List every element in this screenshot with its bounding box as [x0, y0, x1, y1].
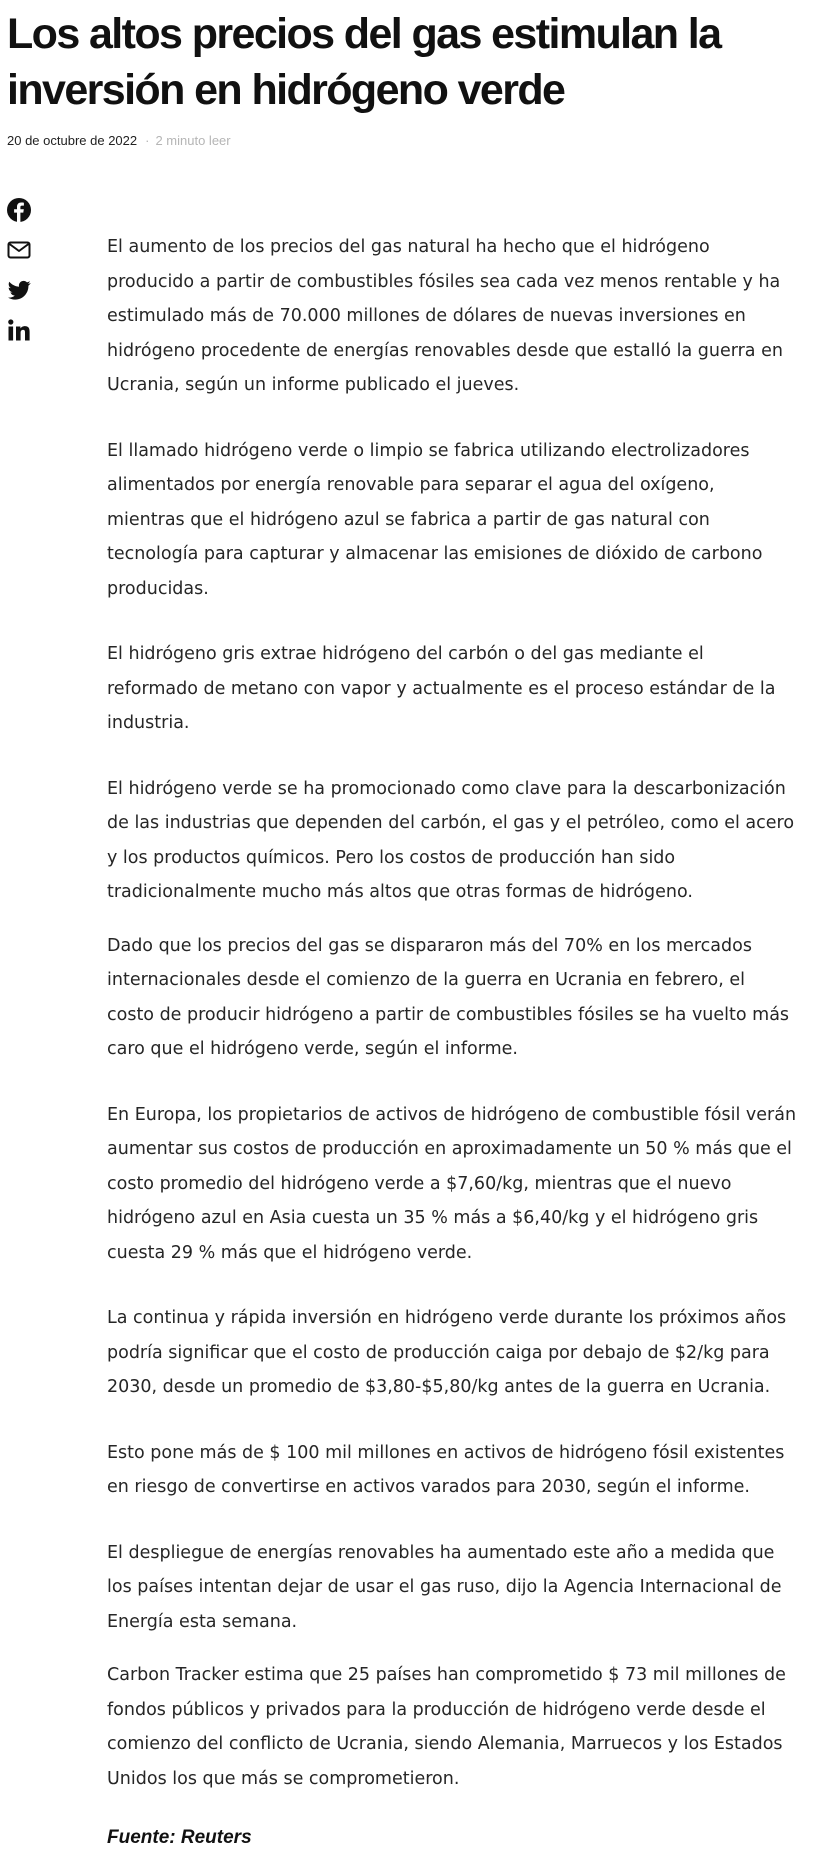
- publish-date: 20 de octubre de 2022: [7, 133, 138, 148]
- article-paragraph: El aumento de los precios del gas natural ha hecho que el hidrógeno producido a partir de combustibles fósiles sea cada vez menos rentable y ha estimulado más de 70.000 millones de dólares de nuevas inversiones en hidrógeno procedente de energías renovables desde que estalló la guerra en Ucrania, según un informe publicado el jueves.: [107, 237, 783, 395]
- article-paragraph: La continua y rápida inversión en hidrógeno verde durante los próximos años podría significar que el costo de producción caiga por debajo de $2/kg para 2030, desde un promedio de $3,80-$5,80/kg antes de la guerra en Ucrania.: [107, 1308, 787, 1397]
- article-title: Los altos precios del gas estimulan la inversión en hidrógeno verde: [7, 10, 721, 114]
- read-time: 2 minuto leer: [155, 133, 231, 148]
- facebook-icon: [7, 198, 31, 222]
- share-email-button[interactable]: [7, 238, 31, 262]
- article-paragraph: El despliegue de energías renovables ha aumentado este año a medida que los países intentan dejar de usar el gas ruso, dijo la Agencia Internacional de Energía esta semana.: [107, 1542, 782, 1632]
- article-paragraph: Dado que los precios del gas se dispararon más del 70% en los mercados internacionales desde el comienzo de la guerra en Ucrania en febrero, el costo de producir hidrógeno a partir de combustibles fósiles se ha vuelto más caro que el hidrógeno verde, según el informe.: [107, 935, 790, 1059]
- share-bar: [7, 198, 33, 358]
- share-twitter-button[interactable]: [7, 278, 31, 302]
- mail-icon: [7, 238, 31, 262]
- share-linkedin-button[interactable]: [7, 318, 31, 342]
- article-source: Fuente: Reuters: [107, 1827, 252, 1848]
- twitter-icon: [7, 278, 31, 302]
- article-paragraph: Esto pone más de $ 100 mil millones en activos de hidrógeno fósil existentes en riesgo de convertirse en activos varados para 2030, según el informe.: [107, 1442, 785, 1497]
- article-paragraph: El hidrógeno verde se ha promocionado como clave para la descarbonización de las industrias que dependen del carbón, el gas y el petróleo, como el acero y los productos químicos. Pero los costos de producción han sido tradicionalmente mucho más altos que otras formas de hidrógeno.: [107, 778, 795, 902]
- article-body: [107, 230, 797, 1851]
- article-paragraph: En Europa, los propietarios de activos de hidrógeno de combustible fósil verán aumentar sus costos de producción en aproximadamente un 50 % más que el costo promedio del hidrógeno verde a $7,60/kg, mientras que el nuevo hidrógeno azul en Asia cuesta un 35 % más a $6,40/kg y el hidrógeno gris cuesta 29 % más que el hidrógeno verde.: [107, 1104, 797, 1263]
- article-paragraph: El llamado hidrógeno verde o limpio se fabrica utilizando electrolizadores alimentados por energía renovable para separar el agua del oxígeno, mientras que el hidrógeno azul se fabrica a partir de gas natural con tecnología para capturar y almacenar las emisiones de dióxido de carbono producidas.: [107, 440, 763, 599]
- article-paragraph: El hidrógeno gris extrae hidrógeno del carbón o del gas mediante el reformado de metano con vapor y actualmente es el proceso estándar de la industria.: [107, 644, 776, 733]
- linkedin-icon: [7, 318, 31, 342]
- share-facebook-button[interactable]: [7, 198, 31, 222]
- article-meta: [7, 132, 231, 150]
- meta-separator: ·: [145, 133, 150, 148]
- article-paragraph: Carbon Tracker estima que 25 países han comprometido $ 73 mil millones de fondos públicos y privados para la producción de hidrógeno verde desde el comienzo del conflicto de Ucrania, siendo Alemania, Marruecos y los Estados Unidos los que más se comprometieron.: [107, 1665, 786, 1789]
